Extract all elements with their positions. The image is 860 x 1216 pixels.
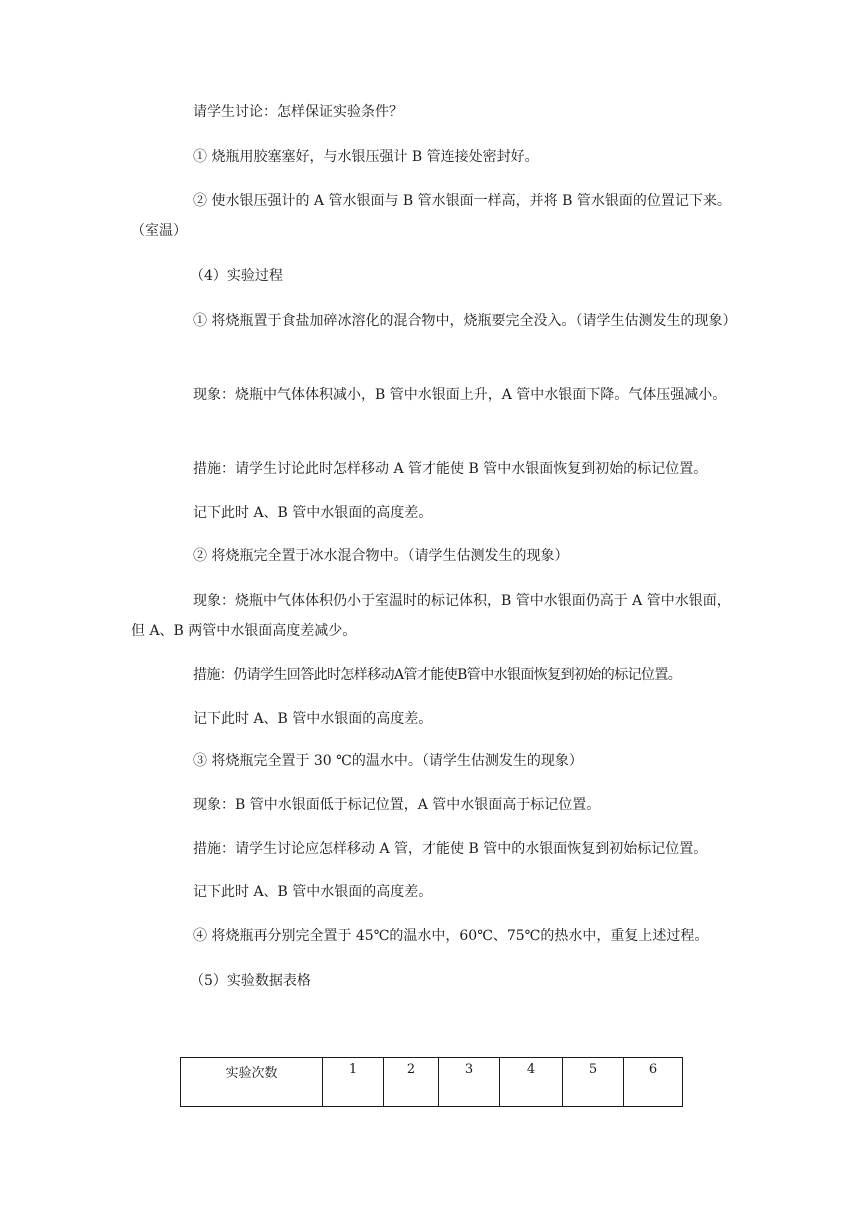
step-1-record: 记下此时 A、B 管中水银面的高度差。 (193, 505, 433, 521)
table-column-cell: 5 (563, 1058, 624, 1107)
condition-item-1: ① 烧瓶用胶塞塞好，与水银压强计 B 管连接处密封好。 (193, 149, 539, 165)
data-table (180, 1057, 683, 1107)
process-step-4: ④ 将烧瓶再分别完全置于 45℃的温水中，60℃、75℃的热水中，重复上述过程。 (193, 928, 709, 944)
section-heading-4: （4）实验过程 (190, 268, 283, 284)
process-step-1: ① 将烧瓶置于食盐加碎冰溶化的混合物中，烧瓶要完全没入。（请学生估测发生的现象） (193, 313, 737, 329)
table-column-cell: 3 (439, 1058, 500, 1107)
step-2-measure: 措施：仍请学生回答此时怎样移动A管才能使B管中水银面恢复到初始的标记位置。 (193, 667, 682, 683)
table-header-cell: 实验次数 (181, 1058, 323, 1107)
section-heading-5: （5）实验数据表格 (190, 973, 311, 989)
step-2-phenomenon: 现象：烧瓶中气体体积仍小于室温时的标记体积，B 管中水银面仍高于 A 管中水银面，但 A、B 两管中水银面高度差减少。 (131, 593, 731, 639)
step-3-record: 记下此时 A、B 管中水银面的高度差。 (193, 884, 433, 900)
table-row (181, 1058, 683, 1107)
process-step-3: ③ 将烧瓶完全置于 30 ℃的温水中。（请学生估测发生的现象） (193, 753, 583, 769)
discussion-prompt: 请学生讨论：怎样保证实验条件？ (193, 104, 403, 120)
process-step-2: ② 将烧瓶完全置于冰水混合物中。（请学生估测发生的现象） (193, 548, 569, 564)
table-column-cell: 4 (500, 1058, 563, 1107)
step-2-record: 记下此时 A、B 管中水银面的高度差。 (193, 711, 433, 727)
condition-item-2: ② 使水银压强计的 A 管水银面与 B 管水银面一样高，并将 B 管水银面的位置记下来。（室温） (131, 193, 731, 239)
step-1-phenomenon: 现象：烧瓶中气体体积减小，B 管中水银面上升，A 管中水银面下降。气体压强减小。 (193, 387, 727, 403)
step-3-measure: 措施：请学生讨论应怎样移动 A 管，才能使 B 管中的水银面恢复到初始标记位置。 (193, 841, 708, 857)
table-column-cell: 2 (384, 1058, 439, 1107)
step-3-phenomenon: 现象：B 管中水银面低于标记位置，A 管中水银面高于标记位置。 (193, 797, 601, 813)
table-column-cell: 6 (624, 1058, 683, 1107)
step-1-measure: 措施：请学生讨论此时怎样移动 A 管才能使 B 管中水银面恢复到初始的标记位置。 (193, 461, 708, 477)
table-column-cell: 1 (323, 1058, 384, 1107)
